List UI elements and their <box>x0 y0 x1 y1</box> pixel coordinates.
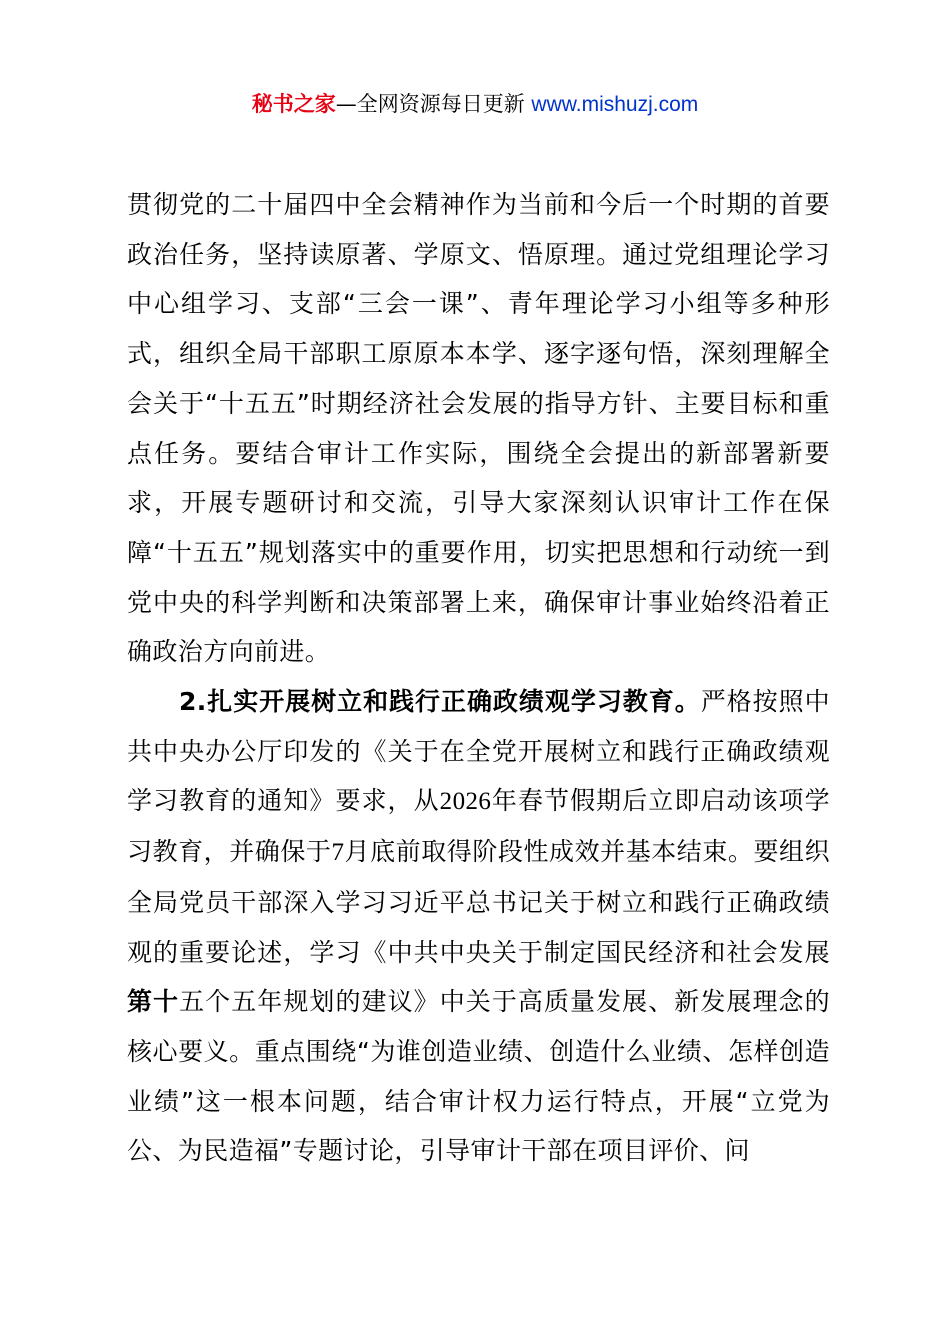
paragraph-2-text-d: 五个五年规划的建议》中关于高质量发展、新发展理念的核心要义。重点围绕“为谁创造业绩、创造什么业绩、怎样创造业绩”这一根本问题，结合审计权力运行特点，开展“立党为公、为民造福”专题讨论，引导审计干部在项目评价、问 <box>127 987 830 1166</box>
month-number: 7 <box>331 839 345 867</box>
site-name: 秘书之家 <box>251 92 336 116</box>
year-number: 2026 <box>439 788 492 816</box>
section-heading: 2.扎实开展树立和践行正确政绩观学习教育。 <box>179 687 701 717</box>
site-tagline: —全网资源每日更新 <box>335 92 532 116</box>
paragraph-2-text-a: 严格按照中共中央办公厅印发的《关于在全党开展树立和践行正确政绩观学习教育的通知》要求，从 <box>127 687 830 816</box>
site-header <box>0 86 950 123</box>
paragraph-2-text-c: 月底前取得阶段性成效并基本结束。要组织全局党员干部深入学习习近平总书记关于树立和践行正确政绩观的重要论述，学习《中共中央关于制定国民经济和社会发展 <box>127 837 831 967</box>
paragraph-2-text-b: 年春节假期后立即启动该项学习教育，并确保于 <box>127 786 830 867</box>
paragraph-1: 贯彻党的二十届四中全会精神作为当前和今后一个时期的首要政治任务，坚持读原著、学原文、悟原理。通过党组理论学习中心组学习、支部“三会一课”、青年理论学习小组等多种形式，组织全局干部职工原原本本学、逐字逐句悟，深刻理解全会关于“十五五”时期经济社会发展的指导方针、主要目标和重点任务。要结合审计工作实际，围绕全会提出的新部署新要求，开展专题研讨和交流，引导大家深刻认识审计工作在保障“十五五”规划落实中的重要作用，切实把思想和行动统一到党中央的科学判断和决策部署上来，确保审计事业始终沿着正确政治方向前进。 <box>127 190 830 667</box>
bold-phrase: 第十 <box>127 987 180 1017</box>
site-url[interactable]: www.mishuzj.com <box>531 93 699 116</box>
document-body <box>127 180 830 1176</box>
paragraph-2 <box>127 677 830 1176</box>
